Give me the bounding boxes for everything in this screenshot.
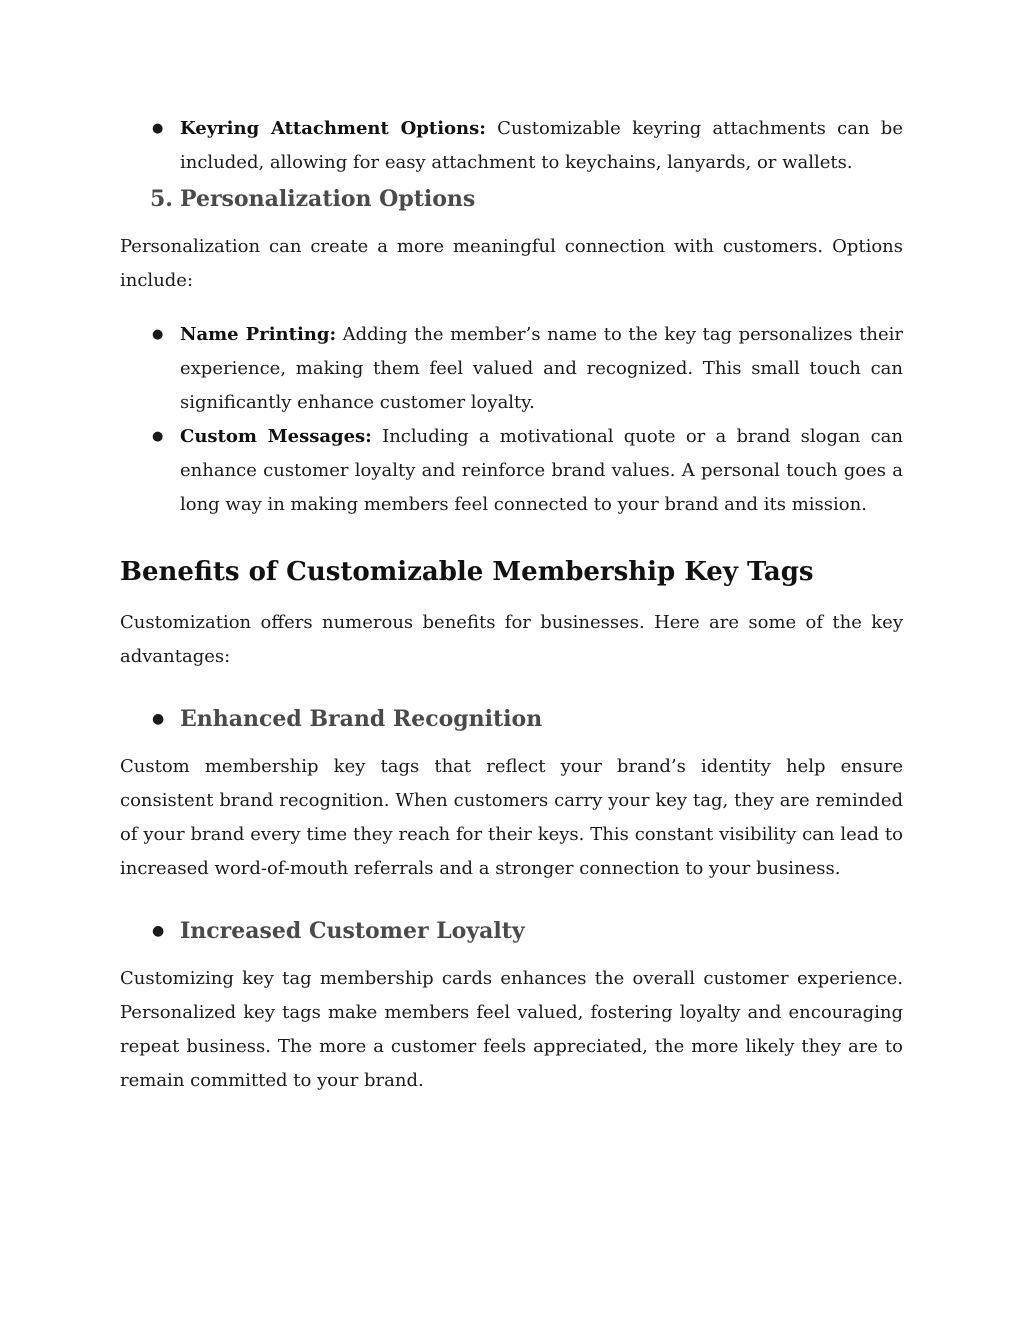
list-item-text: Including a motivational quote or a brand slogan can enhance customer loyalty and reinforce brand values. A personal touch goes a long way in making members feel connected to your brand and its mission. (180, 426, 903, 515)
subsection-title: Increased Customer Loyalty (180, 918, 525, 944)
subsection-heading (120, 914, 903, 948)
list-item-term: Custom Messages: (180, 426, 372, 447)
personalization-list (120, 318, 903, 522)
list-item-text: Adding the member’s name to the key tag personalizes their experience, making them feel valued and recognized. This small touch can significantly enhance customer loyalty. (180, 324, 903, 413)
subsection-body: Custom membership key tags that reflect your brand’s identity help ensure consistent brand recognition. When customers carry your key tag, they are reminded of your brand every time they reach for their keys. This constant visibility can lead to increased word-of-mouth referrals and a stronger connection to your business. (120, 756, 903, 879)
subsection-title: Enhanced Brand Recognition (180, 706, 543, 732)
section-title: Personalization Options (180, 186, 476, 212)
list-item-term: Keyring Attachment Options: (180, 118, 486, 139)
bullet-icon: ● (152, 923, 165, 939)
list-item (120, 420, 903, 522)
section-number: 5. (150, 186, 173, 212)
bullet-icon: ● (152, 327, 164, 342)
list-item-text: Customizable keyring attachments can be included, allowing for easy attachment to keychains, lanyards, or wallets. (180, 118, 903, 173)
list-item (120, 112, 903, 180)
bullet-icon: ● (152, 711, 165, 727)
benefits-heading: Benefits of Customizable Membership Key Tags (120, 557, 814, 587)
bullet-icon: ● (152, 429, 164, 444)
keyring-bullet-list (120, 112, 903, 180)
subsection-heading (120, 702, 903, 736)
benefits-intro: Customization offers numerous benefits for businesses. Here are some of the key advantages: (120, 612, 903, 667)
list-item-term: Name Printing: (180, 324, 337, 345)
section-heading (120, 182, 903, 216)
document-page (120, 112, 903, 1098)
bullet-icon: ● (152, 121, 164, 136)
list-item (120, 318, 903, 420)
subsection-body: Customizing key tag membership cards enhances the overall customer experience. Personalized key tags make members feel valued, fostering loyalty and encouraging repeat business. The more a customer feels appreciated, the more likely they are to remain committed to your brand. (120, 968, 903, 1091)
section-intro: Personalization can create a more meaningful connection with customers. Options include: (120, 236, 903, 291)
